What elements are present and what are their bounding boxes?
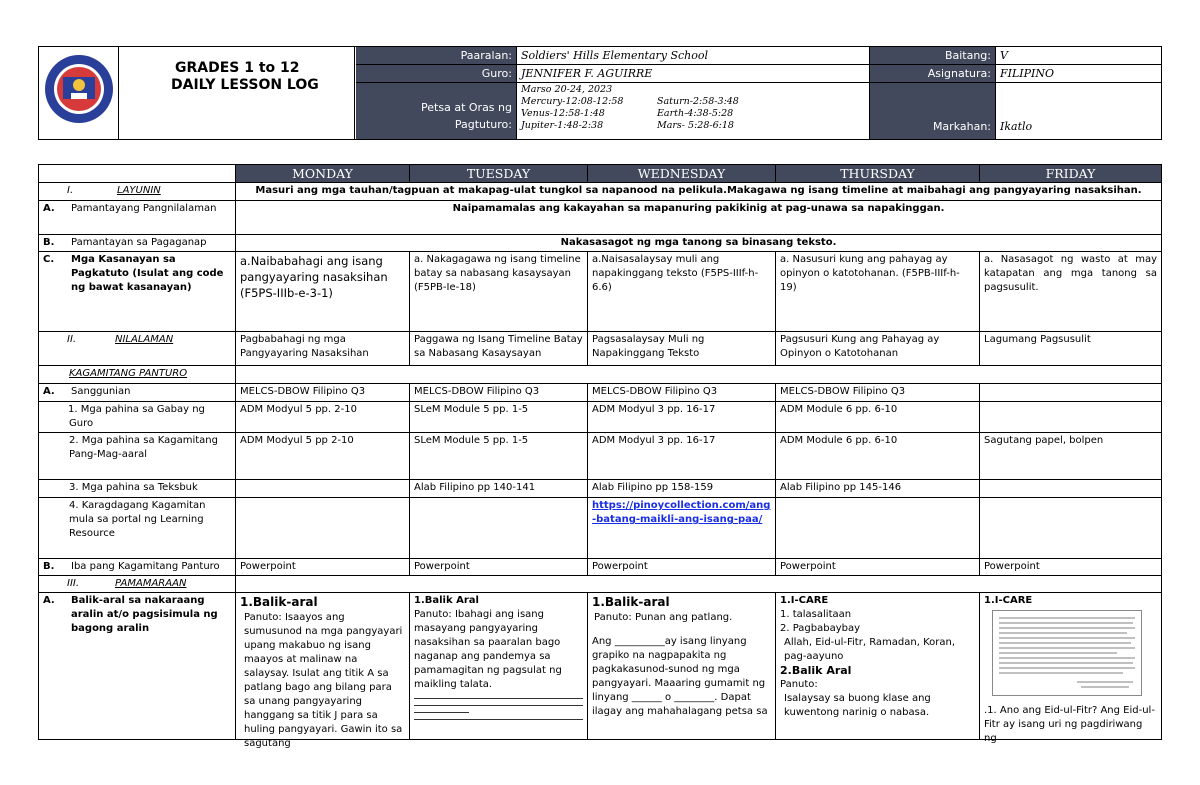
deped-seal-logo	[39, 47, 119, 139]
teacher-value: JENNIFER F. AGUIRRE	[517, 65, 870, 83]
row-pangnilalaman-text: Naipamamalas ang kakayahan sa mapanuring pakikinig at pag-unawa sa napakinggan.	[236, 201, 1161, 235]
row-gabay-label: 1. Mga pahina sa Gabay ng Guro	[39, 402, 236, 433]
sched-jupiter: Jupiter-1:48-2:38	[521, 120, 604, 131]
balikaral-tuesday-text: Panuto: Ibahagi ang isang masayang pangyayaring nasaksihan sa paaralan bago naganap ang pandemya sa pamamagitan ng pagsulat ng maikling talata.	[414, 609, 562, 690]
row-layunin-title: LAYUNIN	[117, 185, 161, 196]
row-kagamitan-label: KAGAMITANG PANTURO	[39, 366, 236, 384]
date-range: Marso 20-24, 2023	[521, 84, 613, 95]
teksbuk-wednesday: Alab Filipino pp 158-159	[588, 480, 776, 498]
sanggunian-friday	[980, 384, 1161, 402]
quarter-value: Ikatlo	[1000, 120, 1033, 133]
thursday-item-2: 2. Pagbabaybay	[780, 623, 861, 634]
teksbuk-friday	[980, 480, 1161, 498]
answer-line-2	[414, 705, 583, 706]
row-balikaral-label	[39, 593, 236, 739]
row-pamamaraan-title: PAMAMARAAN	[115, 578, 187, 589]
balikaral-tuesday-heading: 1.Balik Aral	[414, 595, 479, 606]
row-pagganap-num: B.	[43, 237, 55, 248]
pangmagaaral-tuesday: SLeM Module 5 pp. 1-5	[410, 433, 588, 480]
sched-saturn: Saturn-2:58-3:48	[657, 96, 739, 107]
date-label-1: Petsa at Oras ng	[421, 101, 512, 114]
balikaral-wednesday-instruction: Panuto: Punan ang patlang.	[594, 612, 733, 623]
row-sanggunian-title: Sanggunian	[71, 386, 131, 397]
subject-value: FILIPINO	[996, 65, 1161, 83]
row-kasanayan-label	[39, 252, 236, 332]
pangmagaaral-monday: ADM Modyul 5 pp 2-10	[236, 433, 410, 480]
sched-mercury: Mercury-12:08-12:58	[521, 96, 624, 107]
balikaral-wednesday-text: Ang __________ay isang linyang grapiko na nagpapakita ng pagkakasunod-sunod ng mga pangyayari. Maaaring gumamit ng linyang ______ o ________. Dapat ilagay ang mahahalagang petsa sa	[592, 636, 768, 717]
gabay-thursday: ADM Module 6 pp. 6-10	[776, 402, 980, 433]
kasanayan-monday: a.Naibabahagi ang isang pangyayaring nasaksihan (F5PS-IIIb-e-3-1)	[236, 252, 410, 332]
gabay-tuesday: SLeM Module 5 pp. 1-5	[410, 402, 588, 433]
teacher-label: Guro:	[356, 65, 517, 83]
nilalaman-friday: Lagumang Pagsusulit	[980, 332, 1161, 366]
row-pagganap-title: Pamantayan sa Pagaganap	[71, 237, 207, 248]
day-tuesday: TUESDAY	[410, 165, 588, 183]
log-title	[119, 47, 355, 139]
sanggunian-tuesday: MELCS-DBOW Filipino Q3	[410, 384, 588, 402]
title-line-1: GRADES 1 to 12	[175, 60, 300, 76]
row-ibapa-title: Iba pang Kagamitang Panturo	[71, 561, 220, 572]
ibapa-monday: Powerpoint	[236, 559, 410, 576]
corner-cell	[39, 165, 236, 183]
thursday-item-1: 1. talasalitaan	[780, 609, 852, 620]
balikaral-wednesday-heading: 1.Balik-aral	[592, 595, 670, 609]
sched-mars: Mars- 5:28-6:18	[657, 120, 734, 131]
gabay-monday: ADM Modyul 5 pp. 2-10	[236, 402, 410, 433]
row-balikaral-title: Balik-aral sa nakaraang aralin at/o pagsisimula ng bagong aralin	[71, 595, 218, 634]
subject-label: Asignatura:	[870, 65, 996, 83]
date-label	[356, 83, 517, 139]
kasanayan-wednesday: a.Naisasalaysay muli ang napakinggang teksto (F5PS-IIIf-h-6.6)	[588, 252, 776, 332]
row-pangnilalaman-title: Pamantayang Pangnilalaman	[71, 203, 217, 214]
row-ibapa-label	[39, 559, 236, 576]
sched-venus: Venus-12:58-1:48	[521, 108, 605, 119]
row-layunin-text: Masuri ang mga tauhan/tagpuan at makapag-ulat tungkol sa napanood na pelikula.Makagawa ng isang timeline at maibahagi ang pangyayaring nasaksihan.	[236, 183, 1161, 201]
row-pagganap-text: Nakasasagot ng mga tanong sa binasang teksto.	[236, 235, 1161, 252]
balikaral-monday-heading: 1.Balik-aral	[240, 595, 318, 609]
sched-earth: Earth-4:38-5:28	[657, 108, 734, 119]
row-pamamaraan-num: III.	[67, 578, 80, 589]
karagdagan-tuesday	[410, 498, 588, 559]
thursday-item-3: Allah, Eid-ul-Fitr, Ramadan, Koran, pag-aayuno	[784, 637, 956, 662]
row-balikaral-num: A.	[43, 595, 55, 606]
row-pangmagaaral-label: 2. Mga pahina sa Kagamitang Pang-Mag-aaral	[39, 433, 236, 480]
teksbuk-monday	[236, 480, 410, 498]
row-layunin-label	[39, 183, 236, 201]
row-nilalaman-title: NILALAMAN	[115, 334, 174, 345]
school-value: Soldiers' Hills Elementary School	[517, 47, 870, 65]
row-pangnilalaman-num: A.	[43, 203, 55, 214]
sanggunian-thursday: MELCS-DBOW Filipino Q3	[776, 384, 980, 402]
answer-line-3	[414, 712, 469, 713]
row-pamamaraan-empty	[236, 576, 1161, 593]
school-label: Paaralan:	[356, 47, 517, 65]
day-wednesday: WEDNESDAY	[588, 165, 776, 183]
answer-line-1	[414, 698, 583, 699]
nilalaman-wednesday: Pagsasalaysay Muli ng Napakinggang Teksto	[588, 332, 776, 366]
deped-seal-icon	[43, 53, 115, 125]
kasanayan-friday: a. Nasasagot ng wasto at may katapatan ang mga tanong sa pagsusulit.	[980, 252, 1161, 332]
ibapa-wednesday: Powerpoint	[588, 559, 776, 576]
row-sanggunian-label	[39, 384, 236, 402]
karagdagan-monday	[236, 498, 410, 559]
friday-question: .1. Ano ang Eid-ul-Fitr? Ang Eid-ul-Fitr ay isang uri ng pagdiriwang ng	[984, 705, 1155, 744]
nilalaman-thursday: Pagsusuri Kung ang Pahayag ay Opinyon o Katotohanan	[776, 332, 980, 366]
pinoycollection-link[interactable]: https://pinoycollection.com/ang-batang-maikli-ang-isang-paa/	[592, 500, 771, 525]
date-value	[517, 83, 870, 139]
karagdagan-friday	[980, 498, 1161, 559]
teksbuk-thursday: Alab Filipino pp 145-146	[776, 480, 980, 498]
pangmagaaral-friday: Sagutang papel, bolpen	[980, 433, 1161, 480]
nilalaman-tuesday: Paggawa ng Isang Timeline Batay sa Nabasang Kasaysayan	[410, 332, 588, 366]
lesson-log-table	[38, 164, 1162, 749]
gabay-friday	[980, 402, 1161, 433]
date-label-2: Pagtuturo:	[454, 118, 512, 131]
thursday-panuto: Panuto:	[780, 679, 818, 690]
day-friday: FRIDAY	[980, 165, 1161, 183]
quarter-label: Markahan:	[870, 83, 996, 139]
balikaral-tuesday	[410, 593, 588, 739]
thursday-instruction: Isalaysay sa buong klase ang kuwentong narinig o nabasa.	[784, 693, 931, 718]
row-pamamaraan-label	[39, 576, 236, 593]
row-kasanayan-title: Mga Kasanayan sa Pagkatuto (Isulat ang code ng bawat kasanayan)	[71, 254, 224, 293]
row-kasanayan-num: C.	[43, 254, 55, 265]
row-sanggunian-num: A.	[43, 386, 55, 397]
sanggunian-wednesday: MELCS-DBOW Filipino Q3	[588, 384, 776, 402]
day-monday: MONDAY	[236, 165, 410, 183]
text-passage-icon	[997, 614, 1137, 692]
header-table	[38, 46, 1162, 140]
balikaral-friday	[980, 593, 1161, 744]
reading-passage-thumbnail	[992, 610, 1142, 696]
sanggunian-monday: MELCS-DBOW Filipino Q3	[236, 384, 410, 402]
row-ibapa-num: B.	[43, 561, 55, 572]
karagdagan-wednesday	[588, 498, 776, 559]
balikaral-wednesday	[588, 593, 776, 739]
row-pangnilalaman-label	[39, 201, 236, 235]
balikaral-thursday-heading-2: 2.Balik Aral	[780, 664, 852, 677]
teksbuk-tuesday: Alab Filipino pp 140-141	[410, 480, 588, 498]
row-teksbuk-label: 3. Mga pahina sa Teksbuk	[39, 480, 236, 498]
ibapa-friday: Powerpoint	[980, 559, 1161, 576]
balikaral-monday	[236, 593, 410, 749]
kasanayan-thursday: a. Nasusuri kung ang pahayag ay opinyon o katotohanan. (F5PB-IIIf-h-19)	[776, 252, 980, 332]
ibapa-tuesday: Powerpoint	[410, 559, 588, 576]
title-line-2: DAILY LESSON LOG	[171, 77, 319, 93]
nilalaman-monday: Pagbabahagi ng mga Pangyayaring Nasaksihan	[236, 332, 410, 366]
row-kagamitan-empty	[236, 366, 1161, 384]
karagdagan-thursday	[776, 498, 980, 559]
grade-value: V	[996, 47, 1161, 65]
row-nilalaman-num: II.	[67, 334, 77, 345]
kasanayan-tuesday: a. Nakagagawa ng isang timeline batay sa nabasang kasaysayan (F5PB-Ie-18)	[410, 252, 588, 332]
balikaral-friday-heading: 1.I-CARE	[984, 595, 1033, 606]
grade-label: Baitang:	[870, 47, 996, 65]
balikaral-monday-text: Panuto: Isaayos ang sumusunod na mga pangyayari upang makabuo ng isang maayos at malinaw na salaysay. Isulat ang titik A sa patlang bago ang bilang para sa unang pangyayaring hanggang sa titik J para sa huling pangyayari. Gawin ito sa sagutang	[244, 612, 403, 749]
ibapa-thursday: Powerpoint	[776, 559, 980, 576]
balikaral-thursday	[776, 593, 980, 739]
row-pagganap-label	[39, 235, 236, 252]
balikaral-thursday-heading: 1.I-CARE	[780, 595, 829, 606]
day-thursday: THURSDAY	[776, 165, 980, 183]
gabay-wednesday: ADM Modyul 3 pp. 16-17	[588, 402, 776, 433]
row-nilalaman-label	[39, 332, 236, 366]
pangmagaaral-thursday: ADM Module 6 pp. 6-10	[776, 433, 980, 480]
answer-line-4	[414, 719, 583, 720]
row-layunin-num: I.	[67, 185, 74, 196]
pangmagaaral-wednesday: ADM Modyul 3 pp. 16-17	[588, 433, 776, 480]
row-karagdagan-label: 4. Karagdagang Kagamitan mula sa portal ng Learning Resource	[39, 498, 236, 559]
